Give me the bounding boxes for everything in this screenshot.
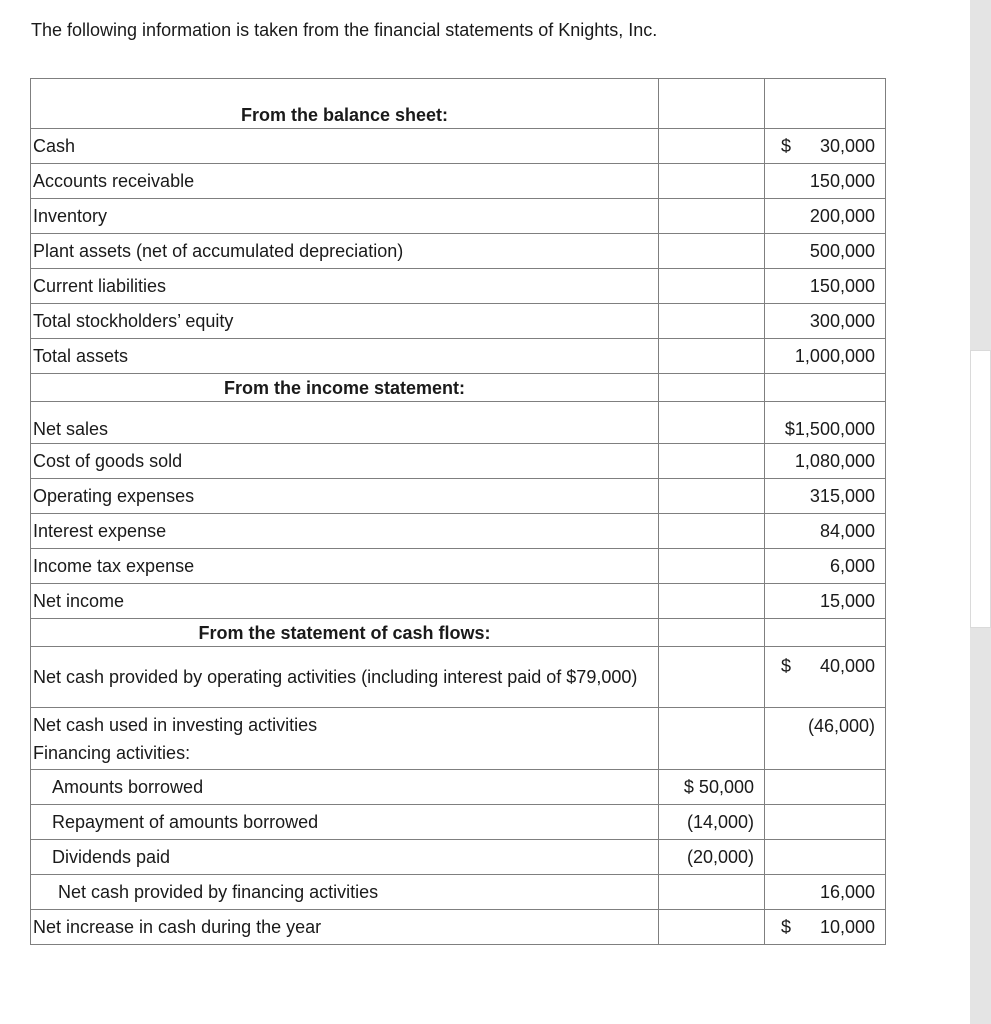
row-label: Repayment of amounts borrowed (31, 805, 659, 840)
row-label: Total stockholders’ equity (31, 304, 659, 339)
row-label: Inventory (31, 199, 659, 234)
row-label (31, 708, 659, 770)
row-label: Plant assets (net of accumulated depreciation) (31, 234, 659, 269)
row-label: Cash (31, 129, 659, 164)
row-label: Total assets (31, 339, 659, 374)
section-header-cash-flows (31, 619, 886, 647)
row-value: 1,080,000 (765, 444, 886, 479)
row-label: Net increase in cash during the year (31, 910, 659, 945)
investing-label: Net cash used in investing activities (33, 714, 318, 735)
row-label: Current liabilities (31, 269, 659, 304)
row-value: 16,000 (765, 875, 886, 910)
table-row (31, 339, 886, 374)
section-header-income-statement (31, 374, 886, 402)
table-row (31, 584, 886, 619)
table-row (31, 402, 886, 444)
row-label: Net cash provided by operating activities (including interest paid of $79,000) (31, 647, 659, 708)
row-value: 150,000 (765, 164, 886, 199)
row-value: $ 50,000 (659, 770, 765, 805)
table-row (31, 910, 886, 945)
table-row (31, 164, 886, 199)
table-row (31, 234, 886, 269)
row-label: Net sales (31, 402, 659, 444)
table-row (31, 549, 886, 584)
row-value: $ 30,000 (765, 129, 886, 164)
table-row (31, 708, 886, 770)
row-label: Interest expense (31, 514, 659, 549)
table-row (31, 199, 886, 234)
row-label: Amounts borrowed (31, 770, 659, 805)
row-value: (14,000) (659, 805, 765, 840)
table-row (31, 304, 886, 339)
row-value: 1,000,000 (765, 339, 886, 374)
table-row (31, 647, 886, 708)
table-row (31, 805, 886, 840)
row-label: Income tax expense (31, 549, 659, 584)
table-row (31, 479, 886, 514)
table-row (31, 514, 886, 549)
row-label: Dividends paid (31, 840, 659, 875)
row-value: $ 10,000 (765, 910, 886, 945)
row-label: Accounts receivable (31, 164, 659, 199)
row-value: 315,000 (765, 479, 886, 514)
row-value: 15,000 (765, 584, 886, 619)
vertical-scrollbar[interactable] (970, 0, 991, 1024)
table-row (31, 840, 886, 875)
balance-sheet-heading: From the balance sheet: (31, 79, 659, 129)
table-row (31, 770, 886, 805)
row-label: Net income (31, 584, 659, 619)
row-value: $ 40,000 (765, 647, 886, 708)
financing-heading: Financing activities: (33, 742, 191, 763)
row-label: Cost of goods sold (31, 444, 659, 479)
table-row (31, 875, 886, 910)
row-value: 150,000 (765, 269, 886, 304)
table-row (31, 269, 886, 304)
row-value: 500,000 (765, 234, 886, 269)
row-value: (20,000) (659, 840, 765, 875)
cash-flows-heading: From the statement of cash flows: (31, 619, 659, 647)
row-value: $1,500,000 (765, 402, 886, 444)
table-row (31, 444, 886, 479)
row-value: 300,000 (765, 304, 886, 339)
row-label: Operating expenses (31, 479, 659, 514)
table-row (31, 129, 886, 164)
row-label: Net cash provided by financing activities (31, 875, 659, 910)
financial-data-table (30, 78, 886, 945)
section-header-balance-sheet (31, 79, 886, 129)
row-value: (46,000) (765, 708, 886, 770)
scrollbar-thumb[interactable] (970, 350, 991, 628)
intro-text: The following information is taken from the financial statements of Knights, Inc. (31, 20, 658, 40)
income-statement-heading: From the income statement: (31, 374, 659, 402)
row-value: 6,000 (765, 549, 886, 584)
row-value: 84,000 (765, 514, 886, 549)
row-value: 200,000 (765, 199, 886, 234)
